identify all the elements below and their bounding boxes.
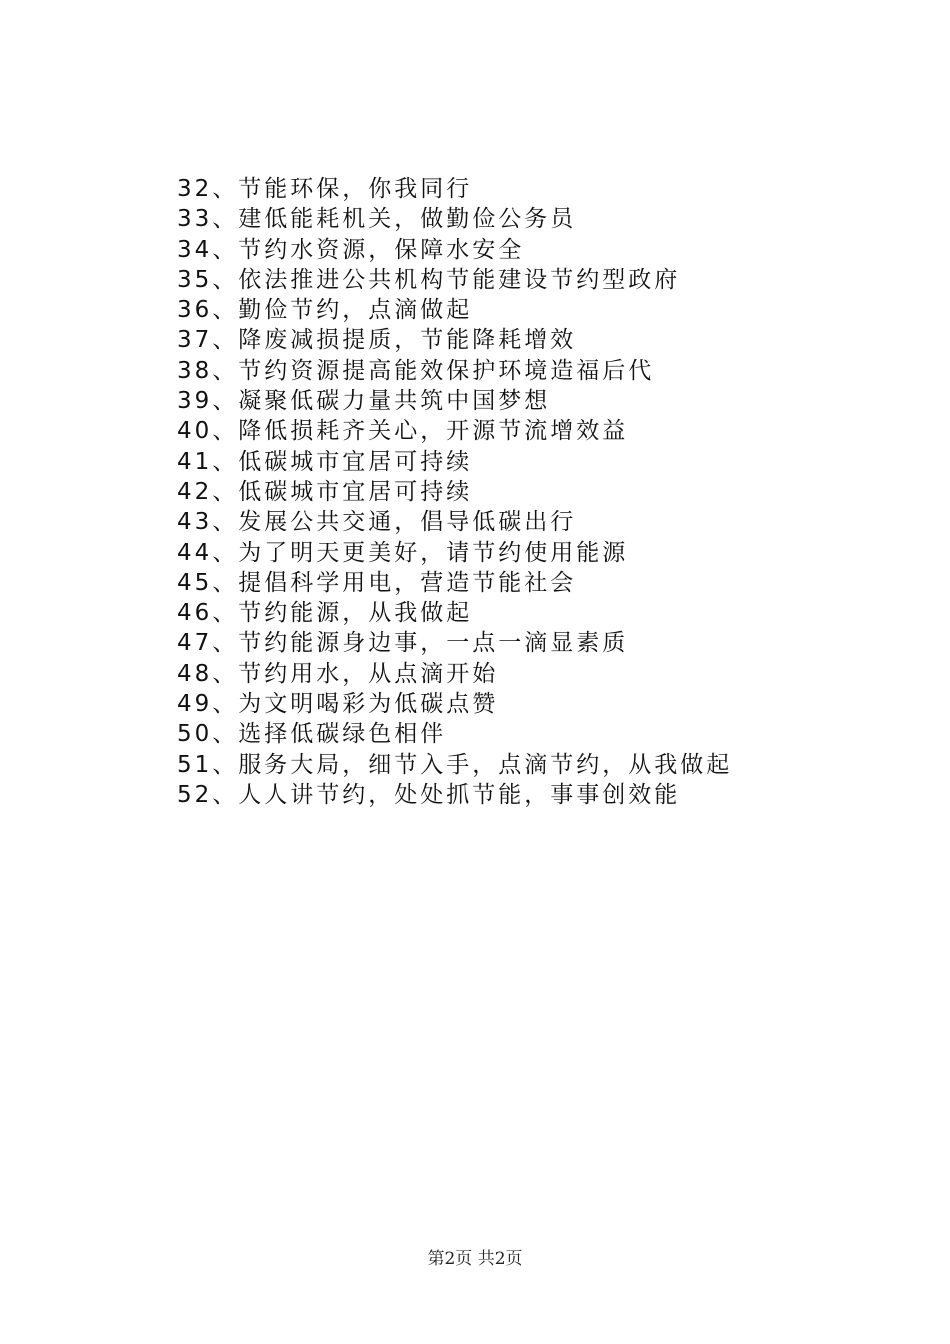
list-item: 38、节约资源提高能效保护环境造福后代 — [177, 357, 655, 384]
list-item: 40、降低损耗齐关心，开源节流增效益 — [177, 418, 629, 445]
list-item: 32、节能环保，你我同行 — [177, 176, 473, 202]
list-item: 39、凝聚低碳力量共筑中国梦想 — [177, 388, 551, 415]
list-item: 44、为了明天更美好，请节约使用能源 — [177, 539, 629, 566]
list-item: 35、依法推进公共机构节能建设节约型政府 — [177, 266, 681, 293]
list-item: 48、节约用水，从点滴开始 — [177, 660, 499, 687]
list-item: 36、勤俭节约，点滴做起 — [177, 297, 473, 324]
list-item: 34、节约水资源，保障水安全 — [177, 236, 525, 263]
list-item: 50、选择低碳绿色相伴 — [177, 721, 447, 748]
list-item: 42、低碳城市宜居可持续 — [177, 478, 473, 505]
list-item: 47、节约能源身边事，一点一滴显素质 — [177, 630, 629, 657]
list-item: 46、节约能源，从我做起 — [177, 600, 473, 627]
page-footer — [0, 1244, 950, 1269]
list-item: 33、建低能耗机关，做勤俭公务员 — [177, 206, 577, 233]
page-number-label: 第2页 共2页 — [427, 1249, 523, 1269]
list-item: 51、服务大局，细节入手，点滴节约，从我做起 — [177, 751, 733, 778]
list-item: 52、人人讲节约，处处抓节能，事事创效能 — [177, 781, 681, 808]
list-item: 41、低碳城市宜居可持续 — [177, 448, 473, 475]
list-item: 49、为文明喝彩为低碳点赞 — [177, 691, 499, 718]
list-item: 45、提倡科学用电，营造节能社会 — [177, 569, 577, 596]
slogan-list — [177, 174, 732, 810]
list-item: 43、发展公共交通，倡导低碳出行 — [177, 509, 577, 536]
list-item: 37、降废减损提质，节能降耗增效 — [177, 327, 577, 354]
